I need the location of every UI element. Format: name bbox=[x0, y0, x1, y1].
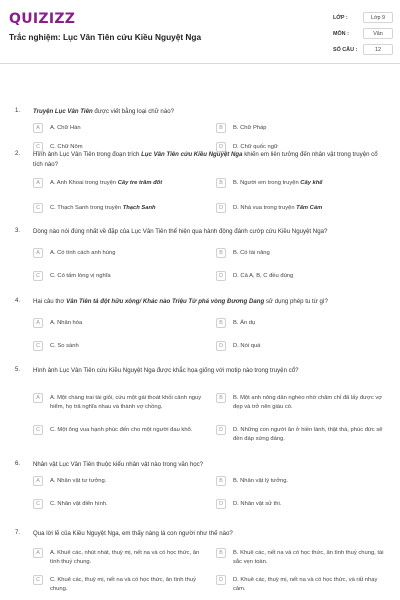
question-number: 4. bbox=[15, 297, 21, 304]
option-letter-badge: C bbox=[33, 203, 43, 213]
option-letter-badge: C bbox=[33, 499, 43, 509]
question-text bbox=[33, 107, 383, 117]
emphasized-text: Truyện Lục Vân Tiên bbox=[33, 108, 93, 115]
page-header bbox=[0, 0, 400, 64]
text-span: D. Khuê các, thuỳ mị, nết na và có học thức, và rất nhạy cảm. bbox=[233, 577, 378, 592]
option-letter-badge: D bbox=[216, 142, 226, 152]
option-letter-badge: C bbox=[33, 341, 43, 351]
text-span: D. Nhân vật sử thi. bbox=[233, 501, 282, 507]
option-text bbox=[50, 576, 206, 594]
text-span: C. Nhân vật điển hình. bbox=[50, 501, 108, 507]
text-span: C. So sánh bbox=[50, 343, 79, 349]
text-span: B. Có tài năng bbox=[233, 250, 270, 256]
option-letter-badge: A bbox=[33, 476, 43, 486]
option-letter-badge: A bbox=[33, 548, 43, 558]
option-text bbox=[50, 477, 206, 486]
option-text bbox=[50, 204, 206, 213]
question-text bbox=[33, 150, 383, 169]
option-text bbox=[233, 500, 389, 509]
text-span: D. Chữ quốc ngữ bbox=[233, 144, 278, 150]
option-letter-badge: A bbox=[33, 123, 43, 133]
question-number: 2. bbox=[15, 150, 21, 157]
text-span: Hai câu thơ bbox=[33, 298, 67, 305]
meta-subject bbox=[333, 28, 393, 41]
option-letter-badge: A bbox=[33, 248, 43, 258]
option-letter-badge: D bbox=[216, 341, 226, 351]
text-span: D. Cả A, B, C đều đúng bbox=[233, 273, 294, 279]
option-text bbox=[233, 394, 389, 412]
text-span: C. Chữ Nôm bbox=[50, 144, 83, 150]
question-number: 7. bbox=[15, 529, 21, 536]
meta-subject-value: Văn bbox=[363, 28, 393, 39]
question-text bbox=[33, 227, 383, 237]
meta-count-value: 12 bbox=[363, 44, 393, 55]
question-text bbox=[33, 529, 383, 539]
option-letter-badge: B bbox=[216, 178, 226, 188]
option-letter-badge: D bbox=[216, 425, 226, 435]
question-number: 6. bbox=[15, 460, 21, 467]
question-text bbox=[33, 297, 383, 307]
text-span: C. Có tấm lòng vị nghĩa bbox=[50, 273, 111, 279]
text-span: B. Khuê các, nết na và có học thức, ân tình thuỷ chung, tài sắc vẹn toàn. bbox=[233, 550, 384, 565]
text-span: Hình ảnh Lục Vân Tiên trong đoạn trích bbox=[33, 151, 142, 158]
text-span: B. Chữ Pháp bbox=[233, 125, 267, 131]
meta-class-label: LỚP : bbox=[333, 15, 348, 21]
option-text bbox=[50, 319, 206, 328]
text-span: A. Nhân hóa bbox=[50, 320, 83, 326]
option-letter-badge: C bbox=[33, 425, 43, 435]
text-span: A. Chữ Hán bbox=[50, 125, 81, 131]
option-text bbox=[233, 272, 389, 281]
option-text bbox=[50, 124, 206, 133]
text-span: A. Có tính cách anh hùng bbox=[50, 250, 116, 256]
text-span: Qua lời lẽ của Kiều Nguyệt Nga, em thấy nàng là con người như thế nào? bbox=[33, 530, 233, 537]
meta-count-label: SỐ CÂU : bbox=[333, 47, 358, 53]
option-letter-badge: A bbox=[33, 393, 43, 403]
option-letter-badge: A bbox=[33, 178, 43, 188]
option-letter-badge: B bbox=[216, 548, 226, 558]
option-text bbox=[233, 426, 389, 444]
option-letter-badge: B bbox=[216, 318, 226, 328]
emphasized-text: Tấm Cám bbox=[296, 205, 323, 211]
text-span: Hình ảnh Lục Vân Tiên cứu Kiều Nguyệt Nga được khắc họa giống với motip nào trong truyện cổ? bbox=[33, 367, 299, 374]
question-number: 1. bbox=[15, 107, 21, 114]
option-text bbox=[233, 204, 389, 213]
text-span: khiến em liên tưởng đến nhân vật trong truyện cổ tích nào? bbox=[33, 151, 378, 168]
option-text bbox=[233, 179, 389, 188]
option-text bbox=[233, 576, 389, 594]
option-letter-badge: D bbox=[216, 271, 226, 281]
quizizz-logo: QUIZIZZ bbox=[9, 11, 76, 27]
option-text bbox=[233, 124, 389, 133]
question-number: 3. bbox=[15, 227, 21, 234]
emphasized-text: Cây tre trăm đốt bbox=[117, 180, 163, 186]
option-letter-badge: C bbox=[33, 575, 43, 585]
question-text bbox=[33, 460, 383, 470]
option-text bbox=[50, 249, 206, 258]
emphasized-text: Thạch Sanh bbox=[122, 205, 156, 211]
text-span: C. Thạch Sanh trong truyện bbox=[50, 205, 123, 211]
text-span: D. Nhà vua trong truyện bbox=[233, 205, 297, 211]
text-span: B. Ẩn dụ bbox=[233, 320, 256, 326]
option-text bbox=[50, 426, 206, 435]
question-number: 5. bbox=[15, 366, 21, 373]
meta-class-value: Lớp 9 bbox=[363, 12, 393, 23]
text-span: D. Những con người ăn ở hiền lành, thật thà, phúc đức sẽ đền đáp xứng đáng. bbox=[233, 427, 383, 442]
text-span: B. Người em trong truyện bbox=[233, 180, 301, 186]
meta-subject-label: MÔN : bbox=[333, 31, 349, 37]
option-text bbox=[233, 319, 389, 328]
option-text bbox=[50, 179, 206, 188]
emphasized-text: Vân Tiên tả đột hữu xông/ Khác nào Triệu Tử phá vòng Đương Dang bbox=[66, 298, 265, 305]
text-span: A. Một chàng trai tài giỏi, cứu một gái thoát khỏi cảnh nguy hiểm, họ trả nghĩa nhau và thành vợ chồng. bbox=[50, 395, 202, 410]
quiz-title: Trắc nghiệm: Lục Vân Tiên cứu Kiều Nguyệt Nga bbox=[9, 32, 202, 42]
text-span: A. Nhân vật tư tưởng. bbox=[50, 478, 107, 484]
emphasized-text: Lục Vân Tiên cứu Kiều Nguyệt Nga bbox=[141, 151, 243, 158]
text-span: A. Khuê các, nhút nhát, thuỳ mị, nết na và có học thức, ân tình thuỷ chung. bbox=[50, 550, 200, 565]
option-text bbox=[233, 549, 389, 567]
text-span: được viết bằng loại chữ nào? bbox=[92, 108, 174, 115]
option-letter-badge: D bbox=[216, 203, 226, 213]
meta-question-count bbox=[333, 44, 393, 57]
text-span: sử dụng phép tu từ gì? bbox=[264, 298, 328, 305]
text-span: B. Một anh nông dân nghèo nhờ chăm chỉ đã lấy được vợ đẹp và trở nên giàu có. bbox=[233, 395, 383, 410]
option-letter-badge: D bbox=[216, 575, 226, 585]
text-span: Nhân vật Lục Vân Tiên thuộc kiểu nhân vật nào trong văn học? bbox=[33, 461, 204, 468]
option-letter-badge: A bbox=[33, 318, 43, 328]
emphasized-text: Cây khế bbox=[300, 180, 323, 186]
text-span: Dòng nào nói đúng nhất về đặp của Lục Vân Tiên thể hiện qua hành động đánh cướp cứu Kiều Nguyệt Nga? bbox=[33, 228, 328, 235]
option-text bbox=[233, 342, 389, 351]
option-letter-badge: B bbox=[216, 123, 226, 133]
option-text bbox=[50, 342, 206, 351]
text-span: C. Một ông vua hạnh phúc đến cho một người đau khổ. bbox=[50, 427, 193, 433]
option-letter-badge: B bbox=[216, 248, 226, 258]
option-letter-badge: C bbox=[33, 271, 43, 281]
option-letter-badge: C bbox=[33, 142, 43, 152]
option-letter-badge: D bbox=[216, 499, 226, 509]
option-letter-badge: B bbox=[216, 393, 226, 403]
option-text bbox=[50, 272, 206, 281]
text-span: B. Nhân vật lý tưởng. bbox=[233, 478, 289, 484]
option-text bbox=[233, 477, 389, 486]
meta-class bbox=[333, 12, 393, 25]
text-span: C. Khuê các, thuỳ mị, nết na và có học thức, ân tình thuỷ chung. bbox=[50, 577, 196, 592]
option-text bbox=[50, 549, 206, 567]
question-text bbox=[33, 366, 383, 376]
text-span: A. Anh Khoai trong truyện bbox=[50, 180, 118, 186]
option-text bbox=[50, 500, 206, 509]
option-text bbox=[50, 394, 206, 412]
text-span: D. Nói quá bbox=[233, 343, 261, 349]
option-letter-badge: B bbox=[216, 476, 226, 486]
option-text bbox=[233, 249, 389, 258]
